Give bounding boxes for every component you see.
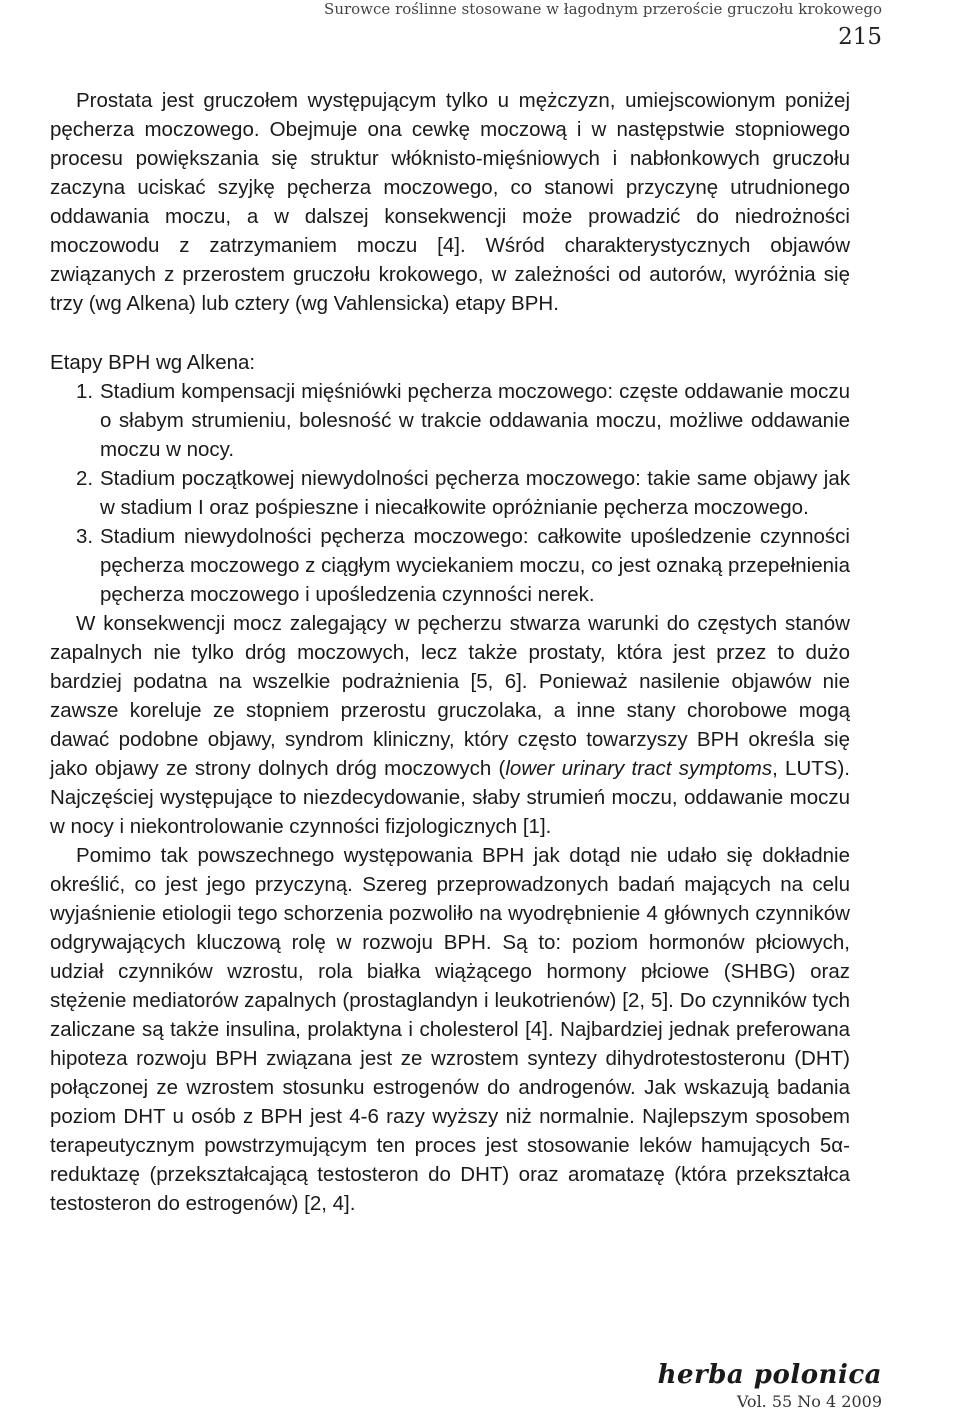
article-body	[50, 86, 850, 1218]
paragraph-etiology: Pomimo tak powszechnego występowania BPH jak dotąd nie udało się dokładnie określić, co jest jego przyczyną. Szereg przeprowadzonych badań mających na celu wyjaśnienie etiologii tego schorzenia pozwoliło na wyodrębnienie 4 głównych czynników odgrywających kluczową rolę w rozwoju BPH. Są to: poziom hormonów płciowych, udział czynników wzrostu, rola białka wiążącego hormony płciowe (SHBG) oraz stężenie mediatorów zapalnych (prostaglandyn i leukotrienów) [2, 5]. Do czynników tych zaliczane są także insulina, prolaktyna i cholesterol [4]. Najbardziej jednak preferowana hipoteza rozwoju BPH związana jest ze wzrostem syntezy dihydrotestosteronu (DHT) połączonej ze wzrostem stosunku estrogenów do androgenów. Jak wskazują badania poziom DHT u osób z BPH jest 4-6 razy wyższy niż normalnie. Najlepszym sposobem terapeutycznym powstrzymującym ten proces jest stosowanie leków hamujących 5α-reduktazę (przekształcającą testosteron do DHT) oraz aromatazę (która przekształca testosteron do estrogenów) [2, 4].	[50, 844, 850, 1215]
list-item	[50, 377, 850, 464]
paragraph-consequences-part2: , LUTS). Najczęściej występujące to niezdecydowanie, słaby strumień moczu, oddawanie moczu w nocy i niekontrolowanie czynności fizjologicznych [1].	[50, 757, 850, 838]
list-item	[50, 464, 850, 522]
list-item-text: Stadium kompensacji mięśniówki pęcherza moczowego: częste oddawanie moczu o słabym strumieniu, bolesność w trakcie oddawania moczu, możliwe oddawanie moczu w nocy.	[100, 380, 850, 461]
list-item-number: 1.	[76, 380, 94, 403]
list-item	[50, 522, 850, 609]
paragraph-consequences	[50, 609, 850, 841]
paragraph-consequences-part1: W konsekwencji mocz zalegający w pęcherzu stwarza warunki do częstych stanów zapalnych nie tylko dróg moczowych, lecz także prostaty, która jest przez to dużo bardziej podatna na wszelkie podrażnienia [5, 6]. Ponieważ nasilenie objawów nie zawsze koreluje ze stopniem przerostu gruczolaka, a inne stany chorobowe mogą dawać podobne objawy, syndrom kliniczny, który często towarzyszy BPH określa się jako objawy ze strony dolnych dróg moczowych (	[50, 612, 850, 780]
stages-list-title: Etapy BPH wg Alkena:	[50, 351, 256, 374]
list-item-number: 3.	[76, 525, 94, 548]
page-number: 215	[838, 24, 882, 50]
bph-stages-list	[50, 377, 850, 609]
luts-english-term: lower urinary tract symptoms	[505, 757, 773, 780]
list-item-text: Stadium niewydolności pęcherza moczowego: całkowite upośledzenie czynności pęcherza moczowego z ciągłym wyciekaniem moczu, co jest oznaką przepełnienia pęcherza moczowego i upośledzenia czynności nerek.	[100, 525, 850, 606]
spacer	[50, 318, 850, 348]
paragraph-prostate-intro: Prostata jest gruczołem występującym tylko u mężczyzn, umiejscowionym poniżej pęcherza moczowego. Obejmuje ona cewkę moczową i w następstwie stopniowego procesu powiększania się struktur włóknisto-mięśniowych i nabłonkowych gruczołu zaczyna uciskać szyjkę pęcherza moczowego, co stanowi przyczynę utrudnionego oddawania moczu, a w dalszej konsekwencji może prowadzić do niedrożności moczowodu z zatrzymaniem moczu [4]. Wśród charakterystycznych objawów związanych z przerostem gruczołu krokowego, w zależności od autorów, wyróżnia się trzy (wg Alkena) lub cztery (wg Vahlensicka) etapy BPH.	[50, 89, 850, 315]
running-header: Surowce roślinne stosowane w łagodnym przeroście gruczołu krokowego	[324, 0, 882, 18]
list-item-text: Stadium początkowej niewydolności pęcherza moczowego: takie same objawy jak w stadium I oraz pośpieszne i niecałkowite opróżnianie pęcherza moczowego.	[100, 467, 850, 519]
journal-logo: herba polonica	[657, 1360, 882, 1390]
list-item-number: 2.	[76, 467, 94, 490]
journal-volume: Vol. 55 No 4 2009	[736, 1392, 882, 1411]
